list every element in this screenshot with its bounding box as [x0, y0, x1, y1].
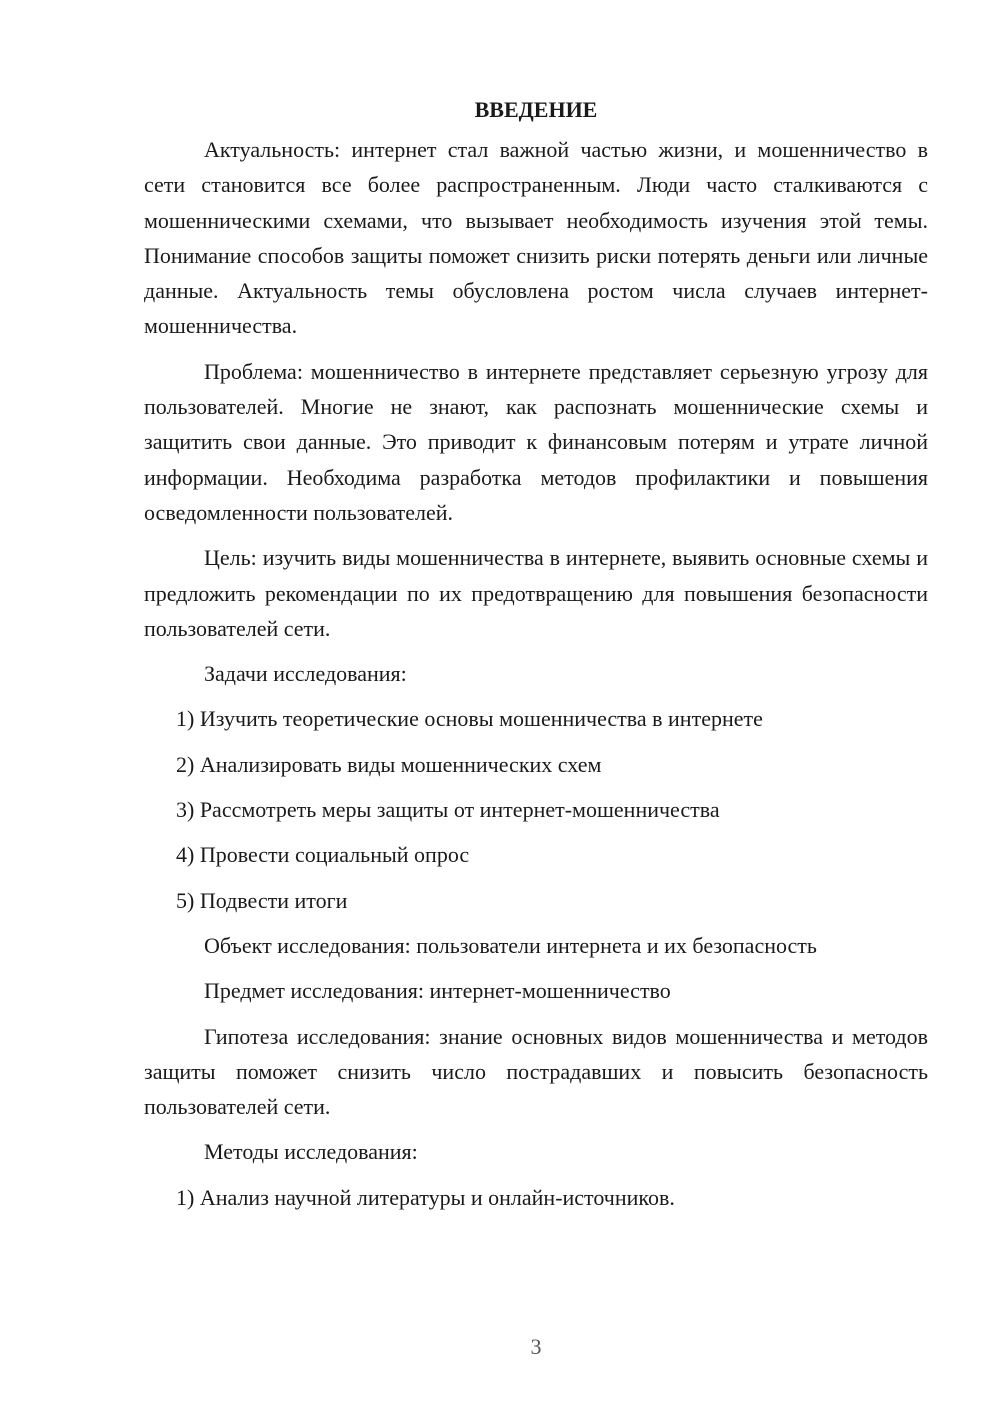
task-item: 1) Изучить теоретические основы мошенничества в интернете [176, 706, 763, 732]
goal-paragraph: Цель: изучить виды мошенничества в интернете, выявить основные схемы и предложить рекомендации по их предотвращению для повышения безопасности пользователей сети. [144, 545, 928, 641]
task-item: 3) Рассмотреть меры защиты от интернет-мошенничества [176, 797, 720, 823]
section-heading: ВВЕДЕНИЕ [474, 97, 598, 122]
page-number: 3 [530, 1334, 542, 1359]
problem-paragraph: Проблема: мошенничество в интернете представляет серьезную угрозу для пользователей. Многие не знают, как распознать мошеннические схемы и защитить свои данные. Это приводит к финансовым потерям и утрате личной информации. Необходима разработка методов профилактики и повышения осведомленности пользователей. [144, 358, 928, 525]
task-item: 5) Подвести итоги [176, 887, 348, 913]
hypothesis-paragraph: Гипотеза исследования: знание основных видов мошенничества и методов защиты поможет снизить число пострадавших и повысить безопасность пользователей сети. [144, 1023, 928, 1120]
research-object: Объект исследования: пользователи интернета и их безопасность [204, 932, 817, 958]
research-subject: Предмет исследования: интернет-мошенничество [204, 978, 671, 1004]
task-item: 4) Провести социальный опрос [176, 842, 470, 868]
methods-heading: Методы исследования: [204, 1139, 418, 1165]
tasks-heading: Задачи исследования: [204, 661, 407, 687]
task-item: 2) Анализировать виды мошеннических схем [176, 751, 602, 777]
text-column [144, 92, 928, 1225]
method-item: 1) Анализ научной литературы и онлайн-источников. [176, 1184, 675, 1210]
relevance-paragraph: Актуальность: интернет стал важной частью жизни, и мошенничество в сети становится все более распространенным. Люди часто сталкиваются с мошенническими схемами, что вызывает необходимость изучения этой темы. Понимание способов защиты поможет снизить риски потерять деньги или личные данные. Актуальность темы обусловлена ростом числа случаев интернет-мошенничества. [144, 137, 928, 339]
